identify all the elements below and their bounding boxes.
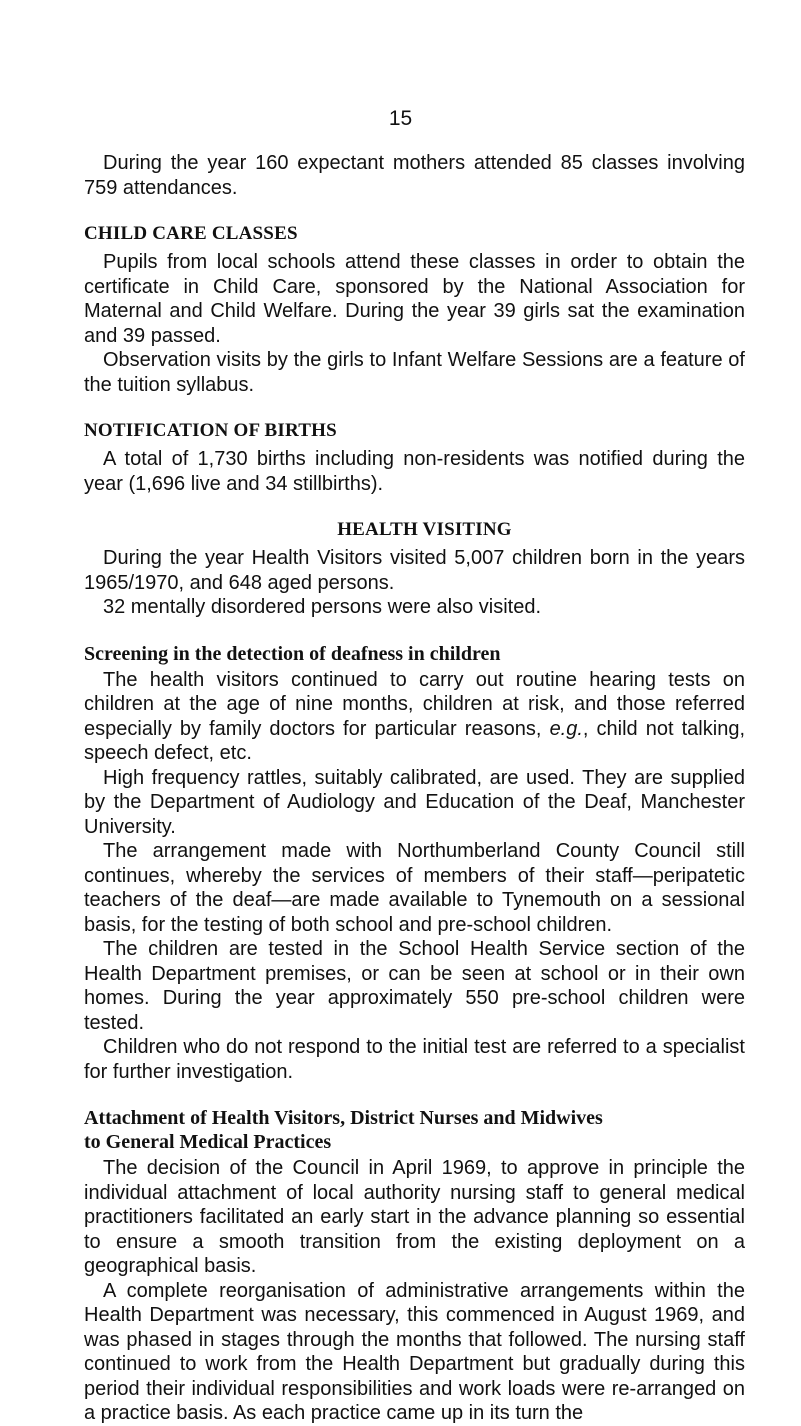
section-heading: CHILD CARE CLASSES <box>84 223 298 244</box>
paragraph: Children who do not respond to the initial test are referred to a specialist for further investigation. <box>84 1036 745 1083</box>
heading-line: to General Medical Practices <box>84 1131 332 1153</box>
section-health-visiting <box>84 518 745 620</box>
paragraph: During the year 160 expectant mothers attended 85 classes involving 759 attendances. <box>84 152 745 199</box>
section-child-care-classes <box>84 222 745 397</box>
section-deafness-screening <box>84 642 745 1085</box>
section-antenatal-classes <box>84 151 745 200</box>
paragraph: A total of 1,730 births including non-residents was notified during the year (1,696 live and 34 stillbirths). <box>84 448 745 495</box>
section-attachment <box>84 1106 745 1426</box>
section-heading: NOTIFICATION OF BIRTHS <box>84 420 337 441</box>
document-body <box>84 151 745 1426</box>
page-number: 15 <box>388 107 413 130</box>
subsection-heading: Screening in the detection of deafness in children <box>84 642 501 665</box>
section-notification-of-births <box>84 419 745 496</box>
paragraph <box>84 668 745 766</box>
text-run: , child not talking, speech defect, etc. <box>84 717 745 764</box>
paragraph: High frequency rattles, suitably calibrated, are used. They are supplied by the Department of Audiology and Education of the Deaf, Manchester University. <box>84 766 745 838</box>
text-run: The health visitors continued to carry out routine hearing tests on children at the age of nine months, children at risk, and those referred especially by family doctors for particular reasons, <box>84 668 745 740</box>
paragraph: 32 mentally disordered persons were also visited. <box>103 596 541 618</box>
paragraph: The decision of the Council in April 1969, to approve in principle the individual attachment of local authority nursing staff to general medical practitioners facilitated an early start in the advance planning so essential to ensure a smooth transition from the existing deployment on a geographical basis. <box>84 1157 745 1277</box>
section-heading: HEALTH VISITING <box>337 519 512 540</box>
paragraph: Observation visits by the girls to Infant Welfare Sessions are a feature of the tuition syllabus. <box>84 349 745 396</box>
paragraph: During the year Health Visitors visited 5,007 children born in the years 1965/1970, and 648 aged persons. <box>84 547 745 594</box>
heading-line: Attachment of Health Visitors, District Nurses and Midwives <box>84 1107 603 1129</box>
paragraph: The arrangement made with Northumberland County Council still continues, whereby the services of members of their staff—peripatetic teachers of the deaf—are made available to Tynemouth on a sessional basis, for the testing of both school and pre-school children. <box>84 840 745 936</box>
subsection-heading <box>84 1106 745 1154</box>
paragraph: The children are tested in the School Health Service section of the Health Department premises, or can be seen at school or in their own homes. During the year approximately 550 pre-school children were tested. <box>84 938 745 1034</box>
paragraph: Pupils from local schools attend these classes in order to obtain the certificate in Child Care, sponsored by the National Association for Maternal and Child Welfare. During the year 39 girls sat the examination and 39 passed. <box>84 251 745 347</box>
paragraph: A complete reorganisation of administrative arrangements within the Health Department was necessary, this commenced in August 1969, and was phased in stages through the months that followed. The nursing staff continued to work from the Health Department but gradually during this period their individual responsibilities and work loads were re-arranged on a practice basis. As each practice came up in its turn the <box>84 1279 745 1424</box>
italic-abbreviation: e.g. <box>549 717 583 740</box>
